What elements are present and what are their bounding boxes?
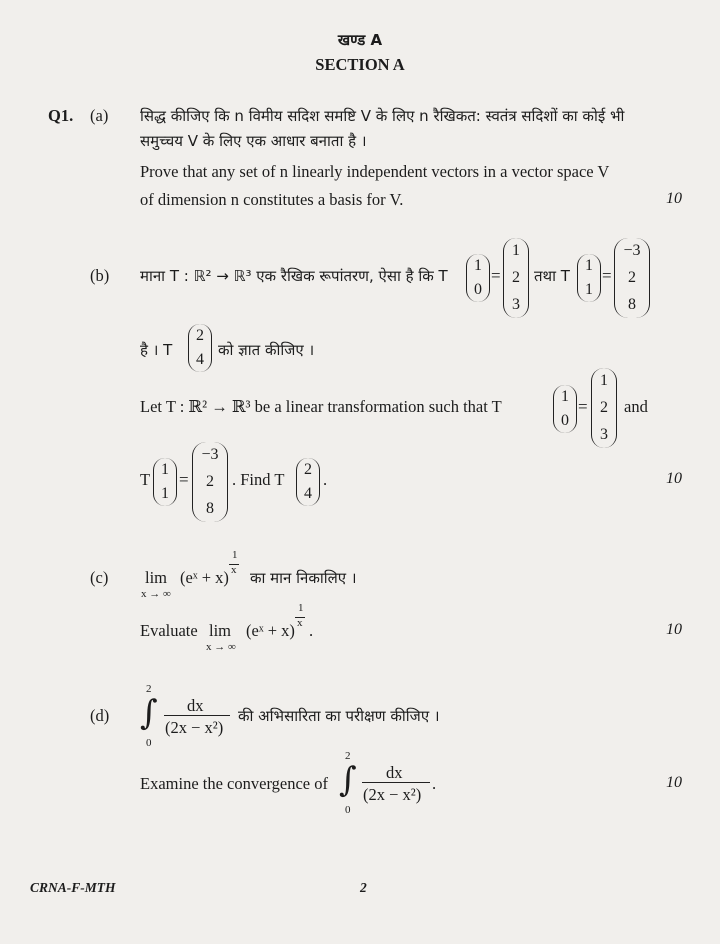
part-d-hindi-tail: की अभिसारिता का परीक्षण कीजिए । <box>238 707 440 725</box>
limit-expression: (eˣ + x) <box>180 568 229 587</box>
part-b-english-find: . Find T <box>232 470 285 489</box>
part-a-hindi-line2: समुच्चय V के लिए एक आधार बनाता है । <box>140 132 367 150</box>
part-b-label: (b) <box>90 266 110 285</box>
section-header-hindi: खण्ड A <box>337 31 383 49</box>
equals-sign: = <box>578 397 588 416</box>
integral-sign: ∫ <box>140 693 158 733</box>
part-a-hindi-line1: सिद्ध कीजिए कि n विमीय सदिश समष्टि V के लिए n रैखिकत: स्वतंत्र सदिशों का कोई भी <box>140 107 625 125</box>
vector-1-0: 1 0 <box>553 385 577 433</box>
integral-lower-limit: 0 <box>345 804 351 816</box>
exponent-denominator: x <box>297 617 303 629</box>
integral-sign: ∫ <box>339 760 357 800</box>
vector-m3-2-8: −3 2 8 <box>192 442 228 522</box>
part-a-english-line2: of dimension n constitutes a basis for V. <box>140 190 404 209</box>
question-number: Q1. <box>48 106 74 125</box>
vector-1-1: 1 1 <box>577 254 601 302</box>
part-c-marks: 10 <box>666 621 682 638</box>
part-b-english-pre: Let T : ℝ² → ℝ³ be a linear transformation such that T <box>140 397 502 416</box>
part-a-label: (a) <box>90 106 109 125</box>
equals-sign: = <box>602 266 612 285</box>
vector-1-0: 1 0 <box>466 254 490 302</box>
integral-upper-limit: 2 <box>146 683 152 695</box>
part-b-hindi-pre: माना T : ℝ² → ℝ³ एक रैखिक रूपांतरण, ऐसा है कि T <box>140 267 448 285</box>
lim-subscript: x → ∞ <box>206 641 236 653</box>
exponent-numerator: 1 <box>298 602 304 614</box>
part-b-marks: 10 <box>666 470 682 487</box>
section-header-english: SECTION A <box>315 55 405 74</box>
vector-2-4: 2 4 <box>296 458 320 506</box>
vector-2-4: 2 4 <box>188 324 212 372</box>
part-b-hindi-find: को ज्ञात कीजिए । <box>218 341 315 359</box>
lim-text: lim <box>145 568 168 587</box>
exponent-numerator: 1 <box>232 549 238 561</box>
part-d-english-pre: Examine the convergence of <box>140 774 328 793</box>
exponent-denominator: x <box>231 564 237 576</box>
part-c-english-pre: Evaluate <box>140 621 198 640</box>
part-c-label: (c) <box>90 568 109 587</box>
vector-m3-2-8: −3 2 8 <box>614 238 650 318</box>
part-c-hindi-tail: का मान निकालिए । <box>250 569 357 587</box>
vector-1-2-3: 1 2 3 <box>591 368 617 448</box>
integrand-numerator: dx <box>187 696 204 715</box>
lim-subscript: x → ∞ <box>141 588 171 600</box>
integral-upper-limit: 2 <box>345 750 351 762</box>
limit-expression: (eˣ + x) <box>246 621 295 640</box>
vector-1-2-3: 1 2 3 <box>503 238 529 318</box>
part-b-english-and: and <box>624 397 648 416</box>
integrand-numerator: dx <box>386 763 403 782</box>
vector-1-1: 1 1 <box>153 458 177 506</box>
integrand-denominator: (2x − x²) <box>363 785 422 804</box>
page-number: 2 <box>360 880 367 895</box>
integrand-denominator: (2x − x²) <box>165 718 224 737</box>
equals-sign: = <box>491 266 501 285</box>
T-symbol: T <box>140 470 151 489</box>
part-d-label: (d) <box>90 706 110 725</box>
part-b-hindi-and: तथा T <box>534 267 570 285</box>
paper-code: CRNA-F-MTH <box>30 880 116 895</box>
part-b-hindi-is: है । T <box>140 341 173 359</box>
part-a-marks: 10 <box>666 190 682 207</box>
lim-text: lim <box>209 621 232 640</box>
part-d-marks: 10 <box>666 774 682 791</box>
integral-lower-limit: 0 <box>146 737 152 749</box>
equals-sign: = <box>179 470 189 489</box>
part-a-english-line1: Prove that any set of n linearly independent vectors in a vector space V <box>140 162 610 181</box>
